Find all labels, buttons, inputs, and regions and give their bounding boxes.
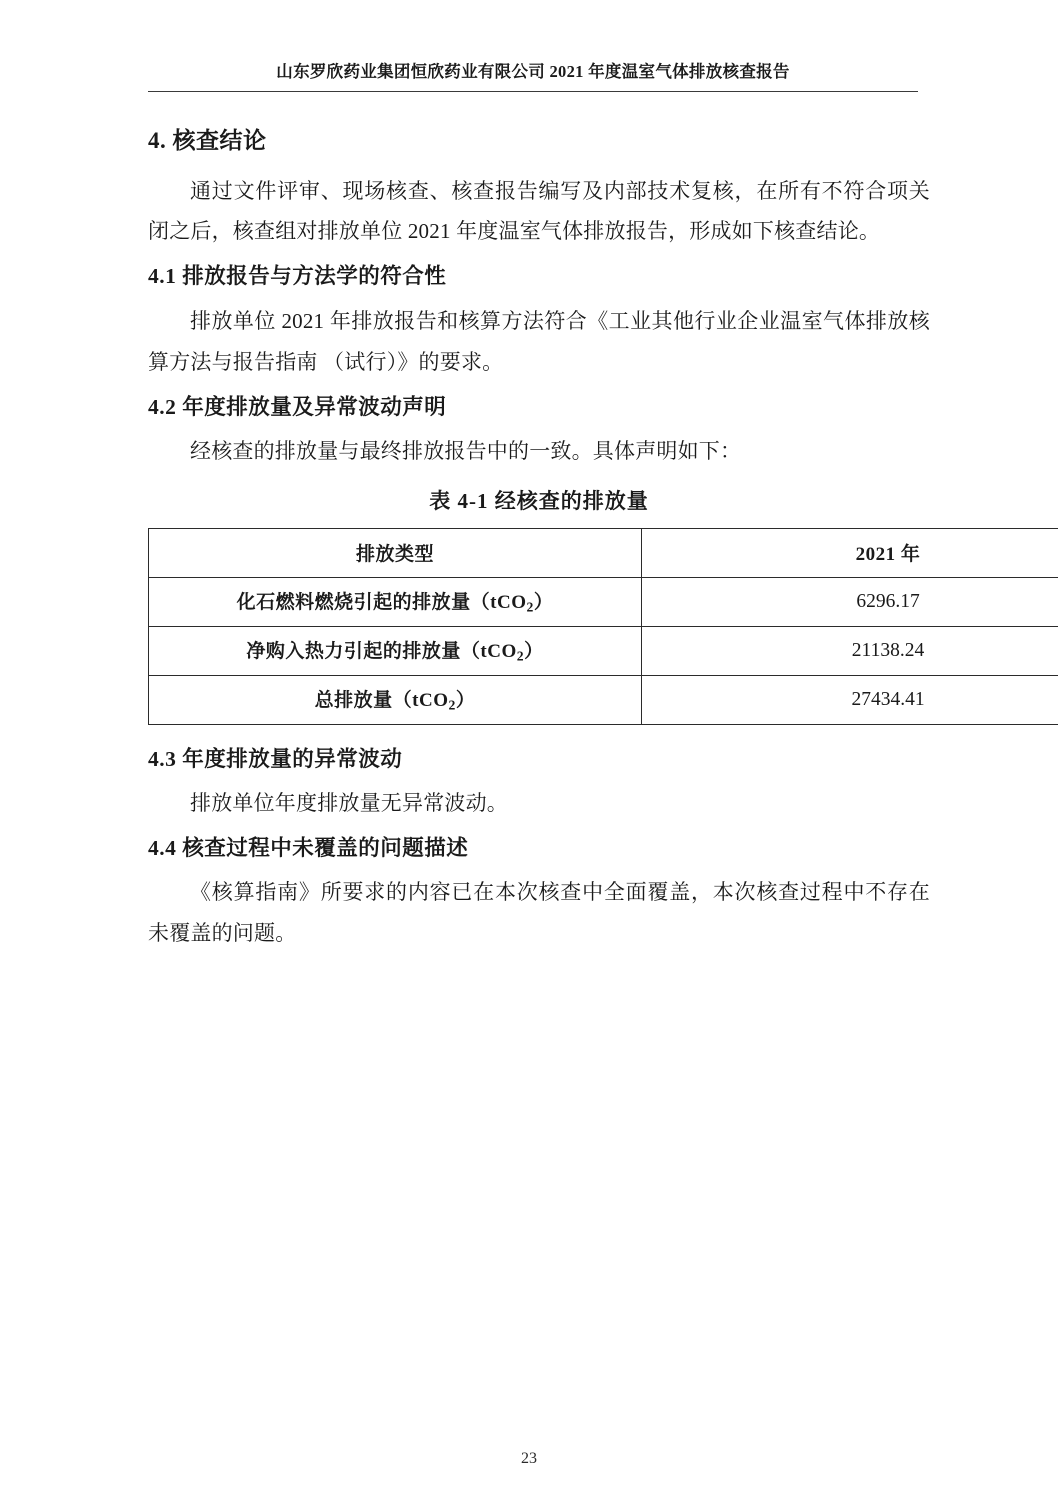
section-4-paragraph: 通过文件评审、现场核查、核查报告编写及内部技术复核，在所有不符合项关闭之后，核查组对排放单位 2021 年度温室气体排放报告，形成如下核查结论。 (148, 178, 930, 244)
section-heading-4-3: 4.3 年度排放量的异常波动 (148, 746, 403, 771)
section-heading-4-1: 4.1 排放报告与方法学的符合性 (148, 264, 447, 289)
header-title: 山东罗欣药业集团恒欣药业有限公司 2021 年度温室气体排放核查报告 (276, 62, 790, 81)
table-caption: 表 4-1 经核查的排放量 (429, 488, 649, 513)
page-number: 23 (521, 1450, 537, 1467)
header-divider (148, 91, 918, 92)
table-header-year: 2021 年 (642, 528, 1058, 577)
row-label-subscript: 2 (516, 648, 525, 664)
table-row (149, 675, 1058, 724)
row-value-fossil-fuel: 6296.17 (642, 577, 1058, 626)
row-value-net-heat: 21138.24 (642, 626, 1058, 675)
row-label-subscript: 2 (448, 697, 456, 713)
row-label-suffix: ） (533, 592, 554, 614)
section-heading-4-2: 4.2 年度排放量及异常波动声明 (148, 394, 447, 419)
row-label-text: 化石燃料燃烧引起的排放量（tCO (236, 592, 527, 614)
row-label-subscript: 2 (526, 599, 534, 615)
table-header-row (149, 528, 1058, 577)
document-body (148, 124, 930, 954)
row-label-suffix: ） (455, 690, 476, 712)
table-row (149, 577, 1058, 626)
section-4-2-paragraph: 经核查的排放量与最终排放报告中的一致。具体声明如下： (190, 438, 742, 463)
section-heading-4: 4. 核查结论 (148, 128, 267, 153)
row-label-fossil-fuel (149, 577, 642, 626)
row-label-suffix: ） (524, 641, 544, 663)
emissions-table (148, 528, 1058, 725)
row-value-total: 27434.41 (642, 675, 1058, 724)
page-header (148, 62, 918, 92)
page-footer (0, 1450, 1058, 1468)
table-row (149, 626, 1058, 675)
section-4-3-paragraph: 排放单位年度排放量无异常波动。 (190, 790, 508, 815)
section-4-1-paragraph: 排放单位 2021 年排放报告和核算方法符合《工业其他行业企业温室气体排放核算方法与报告指南 （试行）》的要求。 (148, 308, 930, 374)
section-4-4-paragraph: 《核算指南》所要求的内容已在本次核查中全面覆盖，本次核查过程中不存在未覆盖的问题。 (148, 880, 930, 946)
table-header-emission-type: 排放类型 (149, 528, 642, 577)
row-label-text: 净购入热力引起的排放量（tCO (246, 641, 517, 663)
row-label-text: 总排放量（tCO (314, 690, 449, 712)
row-label-net-heat (149, 626, 642, 675)
row-label-total (149, 675, 642, 724)
section-heading-4-4: 4.4 核查过程中未覆盖的问题描述 (148, 835, 469, 860)
